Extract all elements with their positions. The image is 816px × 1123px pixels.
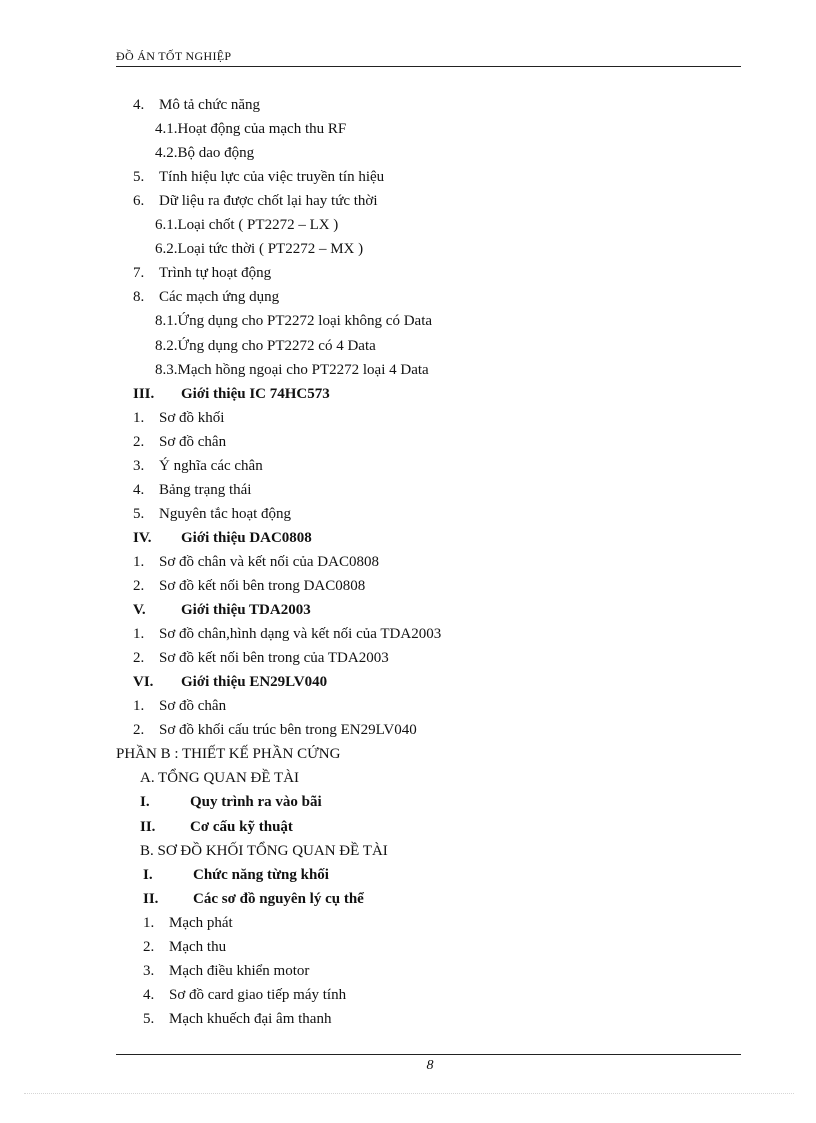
toc-entry-number: 2.: [133, 578, 145, 594]
toc-entry-text: Sơ đồ khối cấu trúc bên trong EN29LV040: [159, 722, 417, 738]
toc-entry: [133, 96, 260, 114]
toc-entry-number: 7.: [133, 265, 145, 281]
toc-entry-text: Mô tả chức năng: [159, 97, 261, 113]
toc-entry-text: Sơ đồ chân: [159, 698, 227, 714]
toc-entry: [143, 866, 329, 884]
toc-entry-text: Sơ đồ card giao tiếp máy tính: [169, 987, 347, 1003]
toc-entry: [155, 120, 346, 138]
toc-entry-text: Trình tự hoạt động: [159, 265, 272, 281]
toc-entry-text: Giới thiệu IC 74HC573: [181, 386, 330, 402]
toc-entry-number: IV.: [133, 530, 152, 546]
toc-entry: [143, 986, 346, 1004]
toc-entry: [133, 457, 263, 475]
toc-entry: [143, 962, 309, 980]
toc-entry: [140, 842, 388, 860]
toc-entry-text: 6.1.Loại chốt ( PT2272 – LX ): [155, 217, 339, 233]
running-header-title: ĐỒ ÁN TỐT NGHIỆP: [116, 49, 232, 63]
toc-entry-text: 8.1.Ứng dụng cho PT2272 loại không có Data: [155, 313, 433, 329]
toc-entry-text: Mạch khuếch đại âm thanh: [169, 1011, 332, 1027]
toc-entry-number: V.: [133, 602, 146, 618]
toc-entry-text: Giới thiệu EN29LV040: [181, 674, 328, 690]
toc-entry: [133, 288, 279, 306]
toc-entry-number: I.: [143, 867, 153, 883]
toc-entry: [143, 914, 233, 932]
toc-entry: [133, 505, 291, 523]
toc-entry-text: Mạch thu: [169, 939, 227, 955]
toc-entry: [143, 938, 226, 956]
toc-entry: [155, 144, 254, 162]
toc-entry-number: 2.: [133, 650, 145, 666]
toc-entry-number: 4.: [133, 97, 145, 113]
toc-entry: [133, 649, 389, 667]
toc-entry: [133, 721, 417, 739]
toc-entry-number: 1.: [133, 626, 145, 642]
toc-entry: [133, 409, 224, 427]
page-bottom-edge: [24, 1093, 794, 1094]
toc-entry-number: 1.: [133, 554, 145, 570]
toc-entry-number: 4.: [133, 482, 145, 498]
toc-entry: [140, 769, 299, 787]
toc-entry-text: 4.1.Hoạt động của mạch thu RF: [155, 121, 347, 137]
toc-entry-number: 1.: [143, 915, 155, 931]
toc-entry-text: Các mạch ứng dụng: [159, 289, 280, 305]
toc-entry: [133, 264, 271, 282]
toc-entry-text: Mạch phát: [169, 915, 233, 931]
toc-entry-number: 5.: [133, 169, 145, 185]
toc-entry-text: Các sơ đồ nguyên lý cụ thể: [193, 891, 364, 907]
toc-entry-text: Sơ đồ kết nối bên trong DAC0808: [159, 578, 366, 594]
toc-entry-number: 2.: [143, 939, 155, 955]
toc-entry-text: 8.2.Ứng dụng cho PT2272 có 4 Data: [155, 338, 376, 354]
toc-entry-text: Sơ đồ kết nối bên trong của TDA2003: [159, 650, 389, 666]
toc-entry: [116, 745, 340, 763]
toc-entry-text: 8.3.Mạch hồng ngoại cho PT2272 loại 4 Data: [155, 362, 429, 378]
toc-entry-text: Cơ cấu kỹ thuật: [190, 819, 293, 835]
toc-entry: [133, 553, 379, 571]
toc-entry: [155, 337, 376, 355]
toc-entry-text: Tính hiệu lực của việc truyền tín hiệu: [159, 169, 385, 185]
toc-entry-number: 5.: [143, 1011, 155, 1027]
toc-entry-text: PHẦN B : THIẾT KẾ PHẦN CỨNG: [116, 746, 341, 762]
toc-entry: [155, 361, 429, 379]
toc-entry-text: Quy trình ra vào bãi: [190, 794, 322, 810]
toc-entry: [140, 793, 322, 811]
toc-entry-text: Dữ liệu ra được chốt lại hay tức thời: [159, 193, 378, 209]
toc-entry-number: II.: [140, 819, 156, 835]
toc-entry-number: 3.: [143, 963, 155, 979]
page-number: 8: [426, 1058, 434, 1073]
toc-entry-text: Chức năng từng khối: [193, 867, 329, 883]
toc-entry: [155, 312, 432, 330]
toc-entry-text: Bảng trạng thái: [159, 482, 252, 498]
toc-entry-text: 4.2.Bộ dao động: [155, 145, 255, 161]
toc-entry-text: A. TỔNG QUAN ĐỀ TÀI: [140, 770, 300, 786]
toc-entry-number: 6.: [133, 193, 145, 209]
toc-entry: [133, 577, 365, 595]
toc-entry-text: Sơ đồ khối: [159, 410, 225, 426]
toc-entry: [133, 673, 327, 691]
toc-entry: [133, 481, 251, 499]
toc-entry: [140, 818, 293, 836]
toc-entry-number: 8.: [133, 289, 145, 305]
toc-entry-text: Sơ đồ chân và kết nối của DAC0808: [159, 554, 379, 570]
toc-entry: [133, 601, 311, 619]
toc-entry-number: 4.: [143, 987, 155, 1003]
toc-entry-number: III.: [133, 386, 155, 402]
toc-entry: [133, 168, 384, 186]
footer-rule: [116, 1054, 741, 1055]
toc-entry-number: 2.: [133, 434, 145, 450]
toc-entry: [133, 433, 226, 451]
toc-entry: [155, 216, 338, 234]
toc-entry-text: Sơ đồ chân: [159, 434, 227, 450]
toc-entry: [133, 192, 378, 210]
toc-entry-text: 6.2.Loại tức thời ( PT2272 – MX ): [155, 241, 364, 257]
toc-entry: [133, 697, 226, 715]
toc-entry: [133, 529, 312, 547]
toc-entry-number: 1.: [133, 698, 145, 714]
toc-entry-text: Giới thiệu TDA2003: [181, 602, 311, 618]
toc-entry: [133, 625, 441, 643]
toc-entry: [143, 890, 364, 908]
toc-entry-number: 1.: [133, 410, 145, 426]
toc-entry-number: 3.: [133, 458, 145, 474]
toc-entry-number: VI.: [133, 674, 154, 690]
toc-entry-number: I.: [140, 794, 150, 810]
toc-entry-text: Ý nghĩa các chân: [159, 458, 263, 474]
toc-entry-number: 2.: [133, 722, 145, 738]
toc-entry-text: Giới thiệu DAC0808: [181, 530, 312, 546]
toc-entry-text: Sơ đồ chân,hình dạng và kết nối của TDA2003: [159, 626, 442, 642]
toc-entry: [143, 1010, 331, 1028]
toc-entry-text: B. SƠ ĐỒ KHỐI TỔNG QUAN ĐỀ TÀI: [140, 843, 388, 859]
toc-entry-text: Nguyên tắc hoạt động: [159, 506, 292, 522]
toc-entry: [155, 240, 363, 258]
toc-entry-number: II.: [143, 891, 159, 907]
toc-entry: [133, 385, 330, 403]
toc-entry-text: Mạch điều khiển motor: [169, 963, 310, 979]
toc-entry-number: 5.: [133, 506, 145, 522]
